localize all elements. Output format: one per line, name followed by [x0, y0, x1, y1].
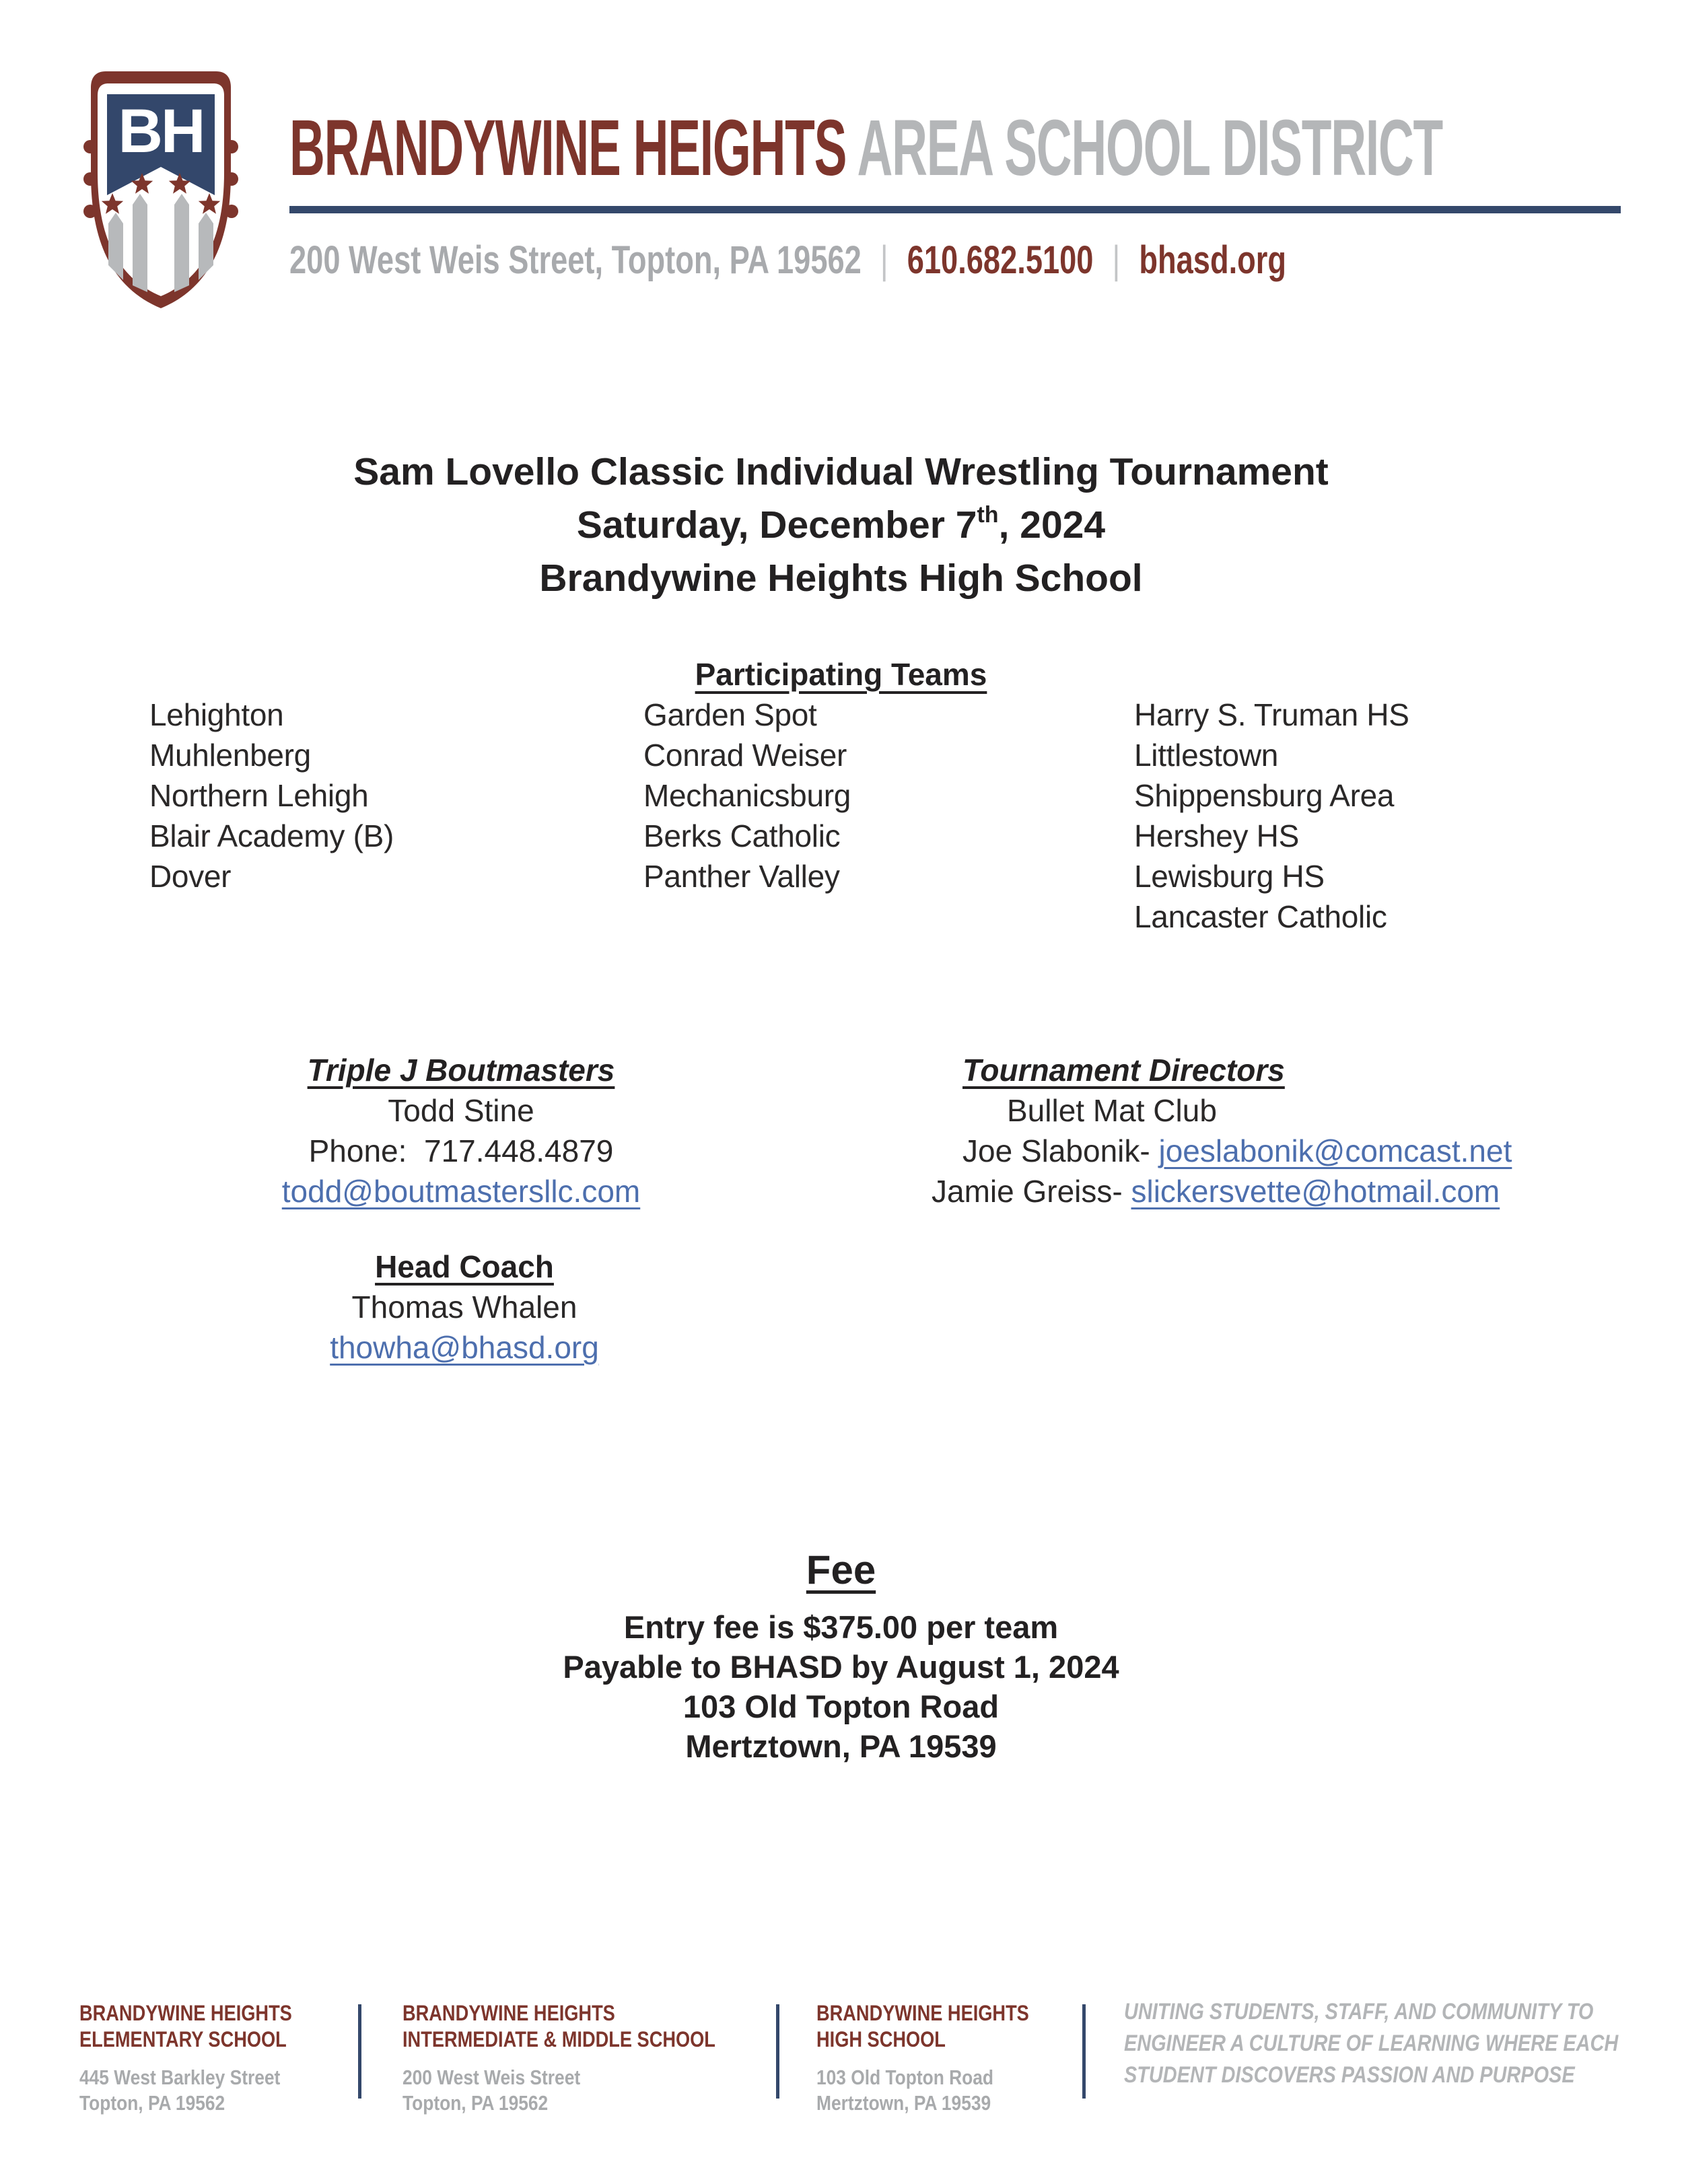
boutmasters-heading [225, 1050, 697, 1090]
team-item: Mechanicsburg [643, 778, 851, 813]
team-item: Dover [149, 859, 232, 894]
directors-heading-text: Tournament Directors [962, 1053, 1285, 1088]
boutmasters-heading-text: Triple J Boutmasters [307, 1053, 615, 1088]
date-ordinal: th [977, 502, 999, 528]
school-name-line: ELEMENTARY SCHOOL [79, 2027, 287, 2051]
footer-divider [776, 2004, 779, 2099]
directors-heading [962, 1050, 1285, 1090]
fee-heading [0, 1545, 1682, 1596]
director-contact [962, 1131, 1512, 1171]
team-item: Lancaster Catholic [1134, 899, 1387, 934]
school-name-line: HIGH SCHOOL [816, 2027, 946, 2051]
district-phone: 610.682.5100 [907, 238, 1094, 282]
team-item: Conrad Weiser [643, 738, 847, 773]
header-rule [289, 206, 1621, 213]
district-name [289, 101, 1442, 195]
separator: | [1112, 238, 1121, 282]
fee-details [0, 1607, 1682, 1766]
team-item: Lehighton [149, 697, 284, 732]
school-address [816, 2065, 1029, 2116]
motto-line: STUDENT DISCOVERS PASSION AND PURPOSE [1124, 2062, 1575, 2088]
date-year: , 2024 [998, 503, 1106, 547]
district-name-bold: BRANDYWINE HEIGHTS [289, 104, 847, 192]
boutmasters-block [225, 1050, 697, 1211]
district-logo [69, 66, 254, 316]
team-item: Harry S. Truman HS [1134, 697, 1409, 732]
footer-school-high [816, 2000, 1067, 2116]
participating-teams-heading-text: Participating Teams [695, 657, 987, 692]
team-item: Garden Spot [643, 697, 817, 732]
fee-line: Payable to BHASD by August 1, 2024 [563, 1649, 1119, 1685]
date-text: Saturday, December 7 [576, 503, 977, 547]
footer-school-intermediate-middle [402, 2000, 771, 2116]
team-item: Lewisburg HS [1134, 859, 1325, 894]
team-item: Littlestown [1134, 738, 1279, 773]
boutmasters-email-link[interactable]: todd@boutmastersllc.com [281, 1174, 641, 1209]
tournament-date [0, 499, 1682, 552]
school-address [402, 2065, 715, 2116]
school-name [79, 2000, 292, 2053]
team-item: Northern Lehigh [149, 778, 369, 813]
school-address-line: Topton, PA 19562 [79, 2091, 225, 2115]
director-name: Joe Slabonik- [962, 1133, 1159, 1168]
team-column-1 [149, 695, 394, 896]
school-name [816, 2000, 1029, 2053]
team-column-2 [643, 695, 851, 896]
district-website[interactable]: bhasd.org [1139, 238, 1287, 282]
team-item: Berks Catholic [643, 818, 841, 853]
school-name-line: BRANDYWINE HEIGHTS [79, 2001, 292, 2025]
school-address-line: 103 Old Topton Road [816, 2066, 994, 2089]
school-name [402, 2000, 715, 2053]
logo-initials: BH [118, 97, 204, 166]
bh-shield-icon [69, 66, 254, 316]
separator: | [880, 238, 888, 282]
participating-teams-heading [0, 654, 1682, 695]
director-contact [932, 1171, 1500, 1211]
fee-line: 103 Old Topton Road [682, 1689, 1000, 1724]
footer-school-elementary [79, 2000, 330, 2116]
footer-divider [1082, 2004, 1086, 2099]
school-address-line: 445 West Barkley Street [79, 2066, 281, 2089]
tournament-venue: Brandywine Heights High School [539, 557, 1143, 600]
boutmasters-name: Todd Stine [388, 1093, 534, 1128]
head-coach-email-link[interactable]: thowha@bhasd.org [330, 1330, 599, 1365]
district-address: 200 West Weis Street, Topton, PA 19562 [289, 238, 862, 282]
school-name-line: BRANDYWINE HEIGHTS [816, 2001, 1029, 2025]
district-name-rest: AREA SCHOOL DISTRICT [846, 104, 1442, 192]
team-item: Shippensburg Area [1134, 778, 1395, 813]
tournament-title: Sam Lovello Classic Individual Wrestling Tournament [353, 450, 1329, 493]
district-motto [1124, 1996, 1618, 2091]
head-coach-name: Thomas Whalen [351, 1290, 577, 1325]
head-coach-block [229, 1246, 700, 1368]
school-address [79, 2065, 292, 2116]
footer-divider [358, 2004, 361, 2099]
team-item: Panther Valley [643, 859, 840, 894]
directors-org: Bullet Mat Club [1007, 1093, 1217, 1128]
motto-line: ENGINEER A CULTURE OF LEARNING WHERE EACH [1124, 2031, 1619, 2056]
motto-line: UNITING STUDENTS, STAFF, AND COMMUNITY TO [1124, 1999, 1594, 2024]
fee-line: Mertztown, PA 19539 [685, 1728, 997, 1764]
team-item: Muhlenberg [149, 738, 311, 773]
school-address-line: 200 West Weis Street [402, 2066, 581, 2089]
document-title-block [0, 446, 1682, 605]
fee-line: Entry fee is $375.00 per team [623, 1609, 1059, 1645]
director-name: Jamie Greiss- [932, 1174, 1131, 1209]
head-coach-heading [229, 1246, 700, 1287]
director-email-link[interactable]: joeslabonik@comcast.net [1158, 1133, 1512, 1168]
fee-heading-text: Fee [806, 1547, 876, 1592]
school-name-line: BRANDYWINE HEIGHTS [402, 2001, 615, 2025]
school-name-line: INTERMEDIATE & MIDDLE SCHOOL [402, 2027, 715, 2051]
director-email-link[interactable]: slickersvette@hotmail.com [1131, 1174, 1500, 1209]
team-item: Hershey HS [1134, 818, 1299, 853]
head-coach-heading-text: Head Coach [375, 1249, 554, 1284]
school-address-line: Mertztown, PA 19539 [816, 2091, 991, 2115]
team-column-3 [1134, 695, 1409, 937]
team-item: Blair Academy (B) [149, 818, 394, 853]
boutmasters-phone: Phone: 717.448.4879 [308, 1133, 614, 1168]
header-contact-bar [289, 234, 1286, 287]
school-address-line: Topton, PA 19562 [402, 2091, 549, 2115]
